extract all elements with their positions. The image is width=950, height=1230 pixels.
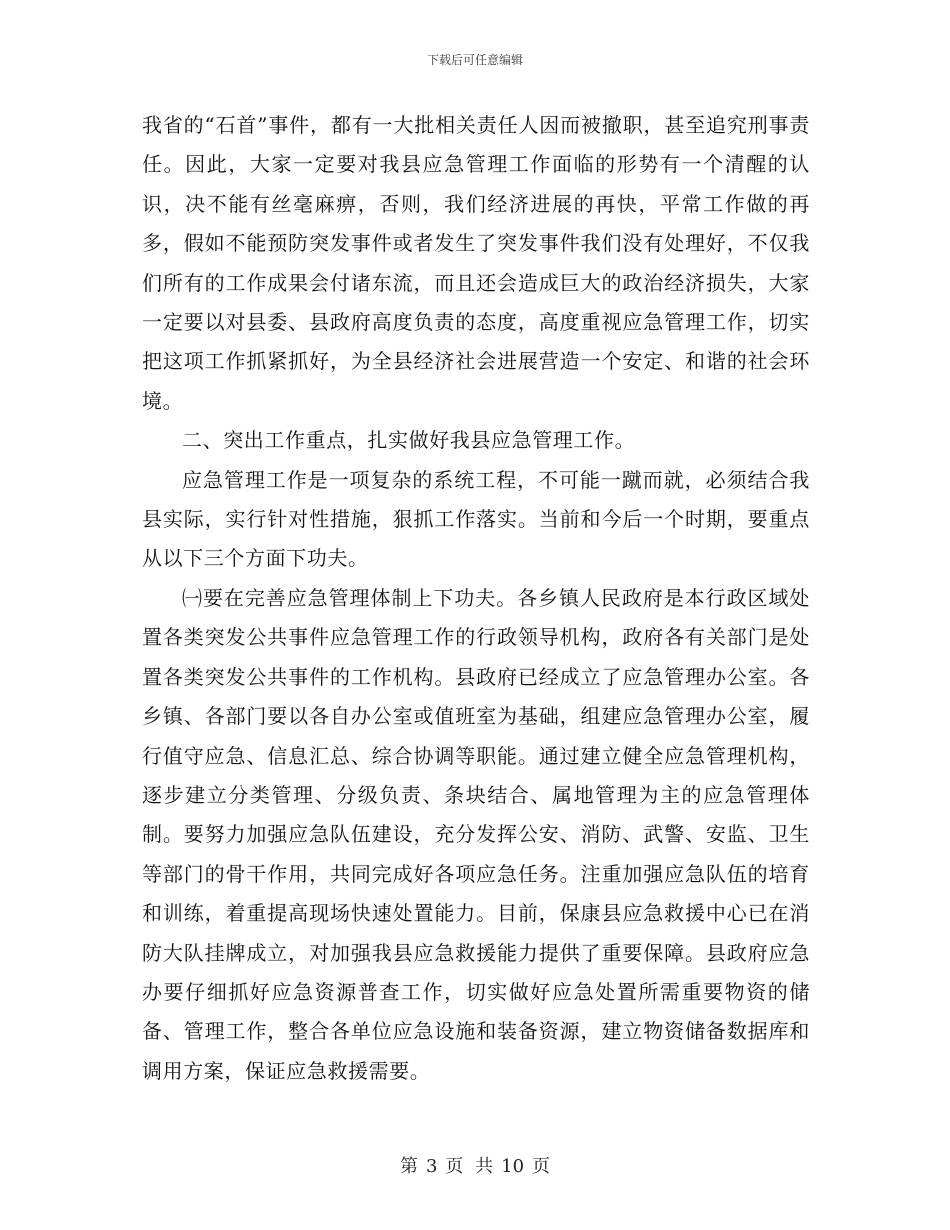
document-body [142,106,810,1091]
paragraph-3: ㈠要在完善应急管理体制上下功夫。各乡镇人民政府是本行政区域处置各类突发公共事件应急管理工作的行政领导机构，政府各有关部门是处置各类突发公共事件的工作机构。县政府已经成立了应急管理办公室。各乡镇、各部门要以各自办公室或值班室为基础，组建应急管理办公室，履行值守应急、信息汇总、综合协调等职能。通过建立健全应急管理机构，逐步建立分类管理、分级负责、条块结合、属地管理为主的应急管理体制。要努力加强应急队伍建设，充分发挥公安、消防、武警、安监、卫生等部门的骨干作用，共同完成好各项应急任务。注重加强应急队伍的培育和训练，着重提高现场快速处置能力。目前，保康县应急救援中心已在消防大队挂牌成立，对加强我县应急救援能力提供了重要保障。县政府应急办要仔细抓好应急资源普查工作，切实做好应急处置所需重要物资的储备、管理工作，整合各单位应急设施和装备资源，建立物资储备数据库和调用方案，保证应急救援需要。 [142,585,810,1083]
footer-page-number: 3 [425,1156,438,1177]
footer-prefix: 第 [399,1156,418,1177]
footer-middle: 页 共 [445,1156,494,1177]
paragraph-2: 应急管理工作是一项复杂的系统工程，不可能一蹴而就，必须结合我县实际，实行针对性措施，狠抓工作落实。当前和今后一个时期，要重点从以下三个方面下功夫。 [142,467,810,571]
footer-suffix: 页 [532,1156,551,1177]
page-header [0,52,950,68]
header-text: 下载后可任意编辑 [426,53,523,67]
section-heading-2: 二、突出工作重点，扎实做好我县应急管理工作。 [182,428,636,453]
paragraph-1: 我省的“石首”事件，都有一大批相关责任人因而被撤职，甚至追究刑事责任。因此，大家一定要对我县应急管理工作面临的形势有一个清醒的认识，决不能有丝毫麻痹，否则，我们经济进展的再快，平常工作做的再多，假如不能预防突发事件或者发生了突发事件我们没有处理好，不仅我们所有的工作成果会付诸东流，而且还会造成巨大的政治经济损失，大家一定要以对县委、县政府高度负责的态度，高度重视应急管理工作，切实把这项工作抓紧抓好，为全县经济社会进展营造一个安定、和谐的社会环境。 [142,113,810,413]
footer-total-pages: 10 [501,1156,525,1177]
page-footer [0,1155,950,1179]
